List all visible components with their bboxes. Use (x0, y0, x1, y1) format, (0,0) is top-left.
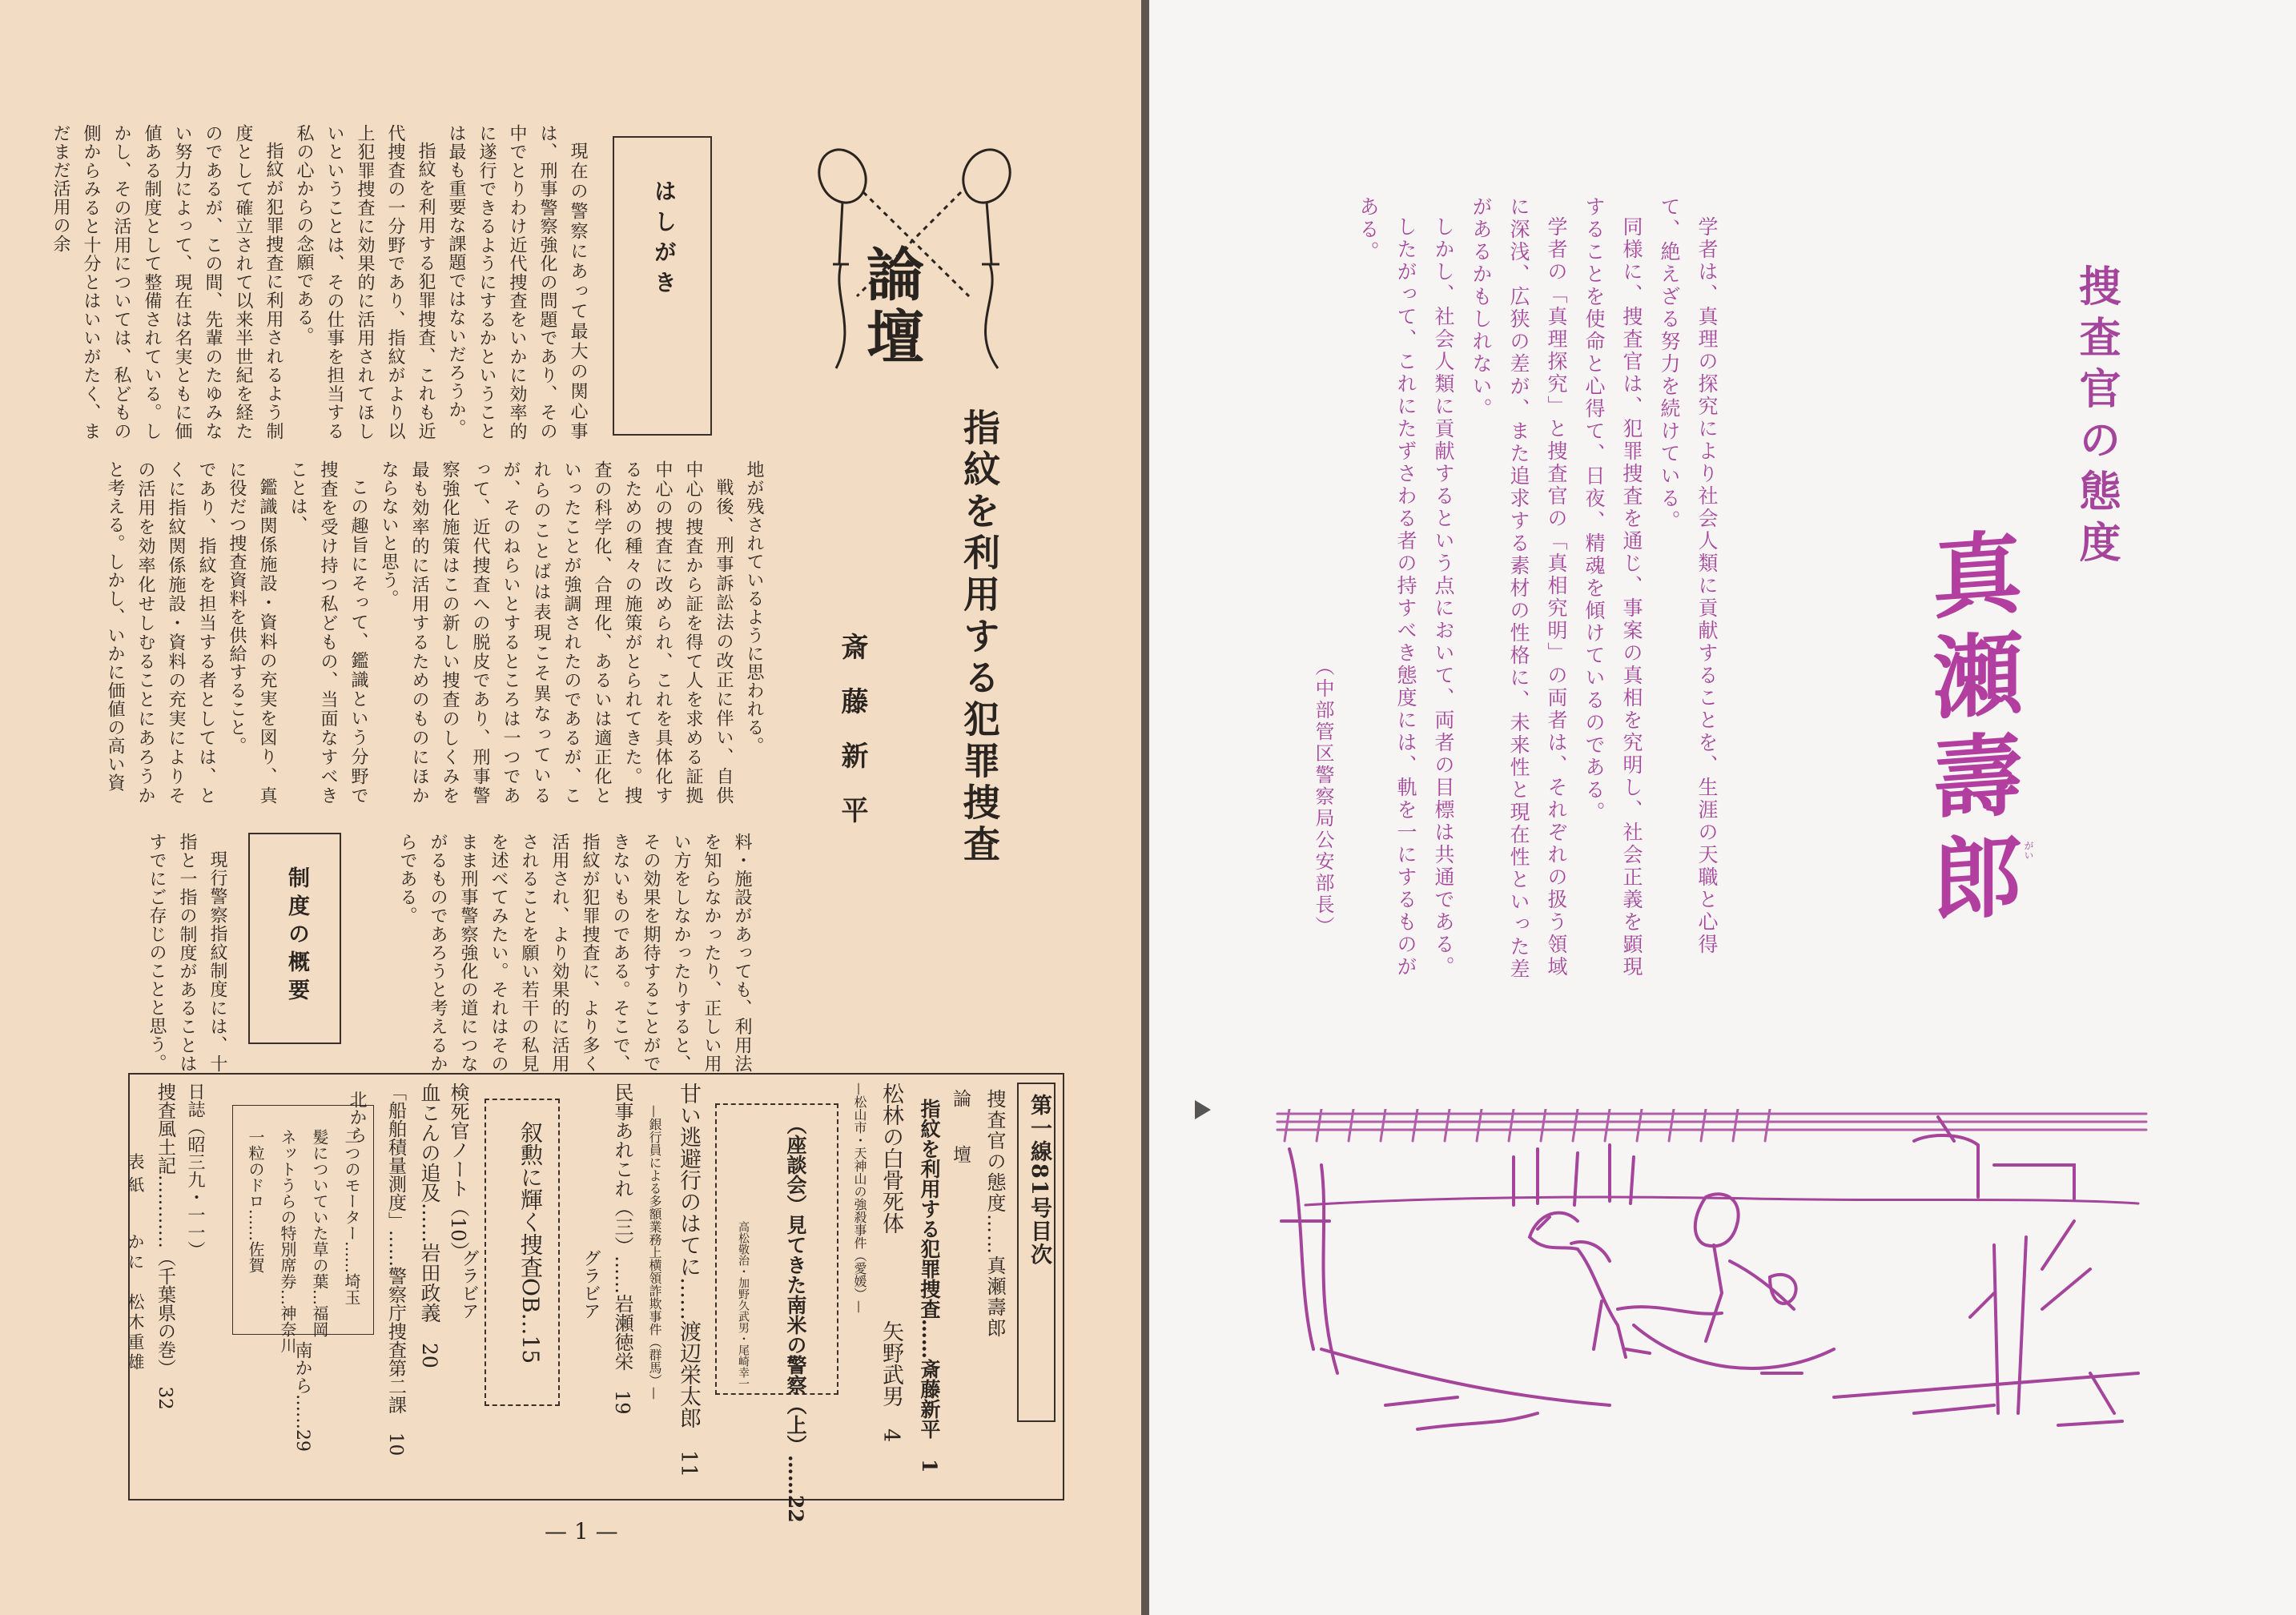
toc-entry[interactable]: 民事あれこれ（三）……岩瀬徳栄 19 (611, 1083, 633, 1415)
toc-entry[interactable]: 指紋を利用する犯罪捜査……斎藤新平 1 (918, 1099, 941, 1473)
essay-body (1349, 196, 1726, 981)
article-paragraph: であり、指紋を担当する者としては、とくに指紋関係施設・資料の充実によりその活用を効率化せしむることにあろうかと考える。しかし、いかに価値の高い資 (105, 460, 216, 805)
toc-title-box (1017, 1083, 1056, 1422)
toc-entry[interactable]: 一粒のドロ……佐賀 (246, 1129, 265, 1273)
toc-entry[interactable]: ネットうらの特別席券…神奈川 (278, 1129, 297, 1353)
page-number: — 1 — (545, 1518, 618, 1545)
toc-entry[interactable]: 叙勲に輝く捜査OB…15 (517, 1121, 544, 1364)
article-author: 斎 藤 新 平 (836, 633, 868, 823)
essay-paragraph: したがって、これにたずさわる者の持すべき態度には、軌を一にするものがある。 (1357, 196, 1417, 978)
toc-entry[interactable]: 日誌（昭三九・一一） (185, 1083, 205, 1259)
foreword-paragraph: 指紋を利用する犯罪捜査、これも近代捜査の一分野であり、指紋がより以上犯罪捜査に効果的に活用されてほしいということは、その仕事を担当する私の心からの念願である。 (294, 124, 436, 440)
toc-zadankai-box (715, 1103, 838, 1395)
toc-entry: 南から……29 (292, 1341, 312, 1452)
foreword-body (50, 124, 593, 440)
toc-entry-subtitle: —銀行員による多額業務上横領詐欺事件（群馬）— (647, 1105, 662, 1400)
toc-entry-subtitle: —松山市・天神山の強殺事件（愛媛）— (852, 1083, 867, 1313)
author-affiliation: （中部管区警察局公安部長） (1312, 657, 1334, 938)
toc-entry[interactable]: 検死官ノート（10） (447, 1083, 469, 1261)
article-paragraph: 戦後、刑事訴訟法の改正に伴い、自供中心の捜査から証を得て人を求める証拠中心の捜査に改められ、これを具体化するための種々の施策がとられてきた。捜査の科学化、合理化、あるいは適正化といったことが強調されたのであるが、これらのことばは表現こそ異なっているが、そのねらいとするところは一つであって、近代捜査への脱皮であり、刑事警察強化施策はこの新しい捜査のしくみを最も効率的に活用するためのものにほかならないと思う。 (379, 460, 734, 805)
essay-paragraph: 同様に、捜査官は、犯罪捜査を通じ、事案の真相を究明し、社会正義を顕現することを使命と心得て、日夜、精魂を傾けているのである。 (1582, 196, 1643, 978)
column-heading: 論壇 (857, 244, 925, 369)
toc-entry[interactable]: 甘い逃避行のはてに……渡辺栄太郎 11 (676, 1083, 701, 1478)
right-page (1149, 0, 2296, 1615)
essay-paragraph: 学者の「真理探究」と捜査官の「真相究明」の両者は、それぞれの扱う領域に深浅、広狭の差が、また追求する素材の性格に、未来性と現在性といった差があるかもしれない。 (1470, 196, 1568, 981)
toc-entry[interactable]: 「船舶積量測度」……警察庁捜査第二課 10 (385, 1083, 406, 1456)
toc-entry: グラビア (459, 1249, 479, 1320)
toc-entry: 表紙 (126, 1153, 145, 1199)
left-page (0, 0, 1141, 1615)
toc-entry-subtitle: 高松敬治・加野久武男・尾崎幸一 (737, 1221, 750, 1389)
system-heading: 制度の概要 (284, 866, 309, 1006)
foreword-paragraph: 指紋が犯罪捜査に利用されるよう制度として確立されて以来半世紀を経たのであるが、この間、先輩のたゆみない努力によって、現在は名実ともに価値ある制度として整備されている。しかし、その活用については、私どもの側からみると十分とはいいがたく、まだまだ活用の余 (50, 124, 283, 440)
system-body (112, 833, 232, 1073)
toc-entry[interactable]: 二つのモーター……埼玉 (342, 1129, 361, 1305)
author-signature: 真瀬壽郎 (1918, 524, 2023, 936)
essay-paragraph: しかし、社会人類に貢献するという点において、両者の目標は共通である。 (1432, 216, 1455, 978)
toc-title: 第一線81号目次 (1027, 1094, 1051, 1267)
article-paragraph: 料・施設があっても、利用法を知らなかったり、正しい用い方をしなかったりすると、その効果を期待することができないものである。そこで、指紋が犯罪捜査に、より多く活用され、より効果的に活用されることを願い若干の私見を述べてみたい。それはそのまま刑事警察強化の道につながるものであろうと考えるからである。 (397, 833, 752, 1073)
essay-title: 捜査官の態度 (2072, 264, 2121, 572)
toc-entry: 北から (347, 1091, 367, 1143)
book-spine (1141, 0, 1149, 1615)
article-paragraph: この趣旨にそって、鑑識という分野で捜査を受け持つ私どもの、当面なすべきことは、 (288, 460, 368, 805)
foreword-heading: はしがき (651, 179, 678, 301)
article-paragraph: 地が残されているように思われる。 (744, 460, 764, 755)
foreword-paragraph: 現在の警察にあって最大の関心事は、刑事警察強化の問題であり、その中でとりわけ近代捜査をいかに効率的に遂行できるようにするかということは最も重要な課題ではないだろうか。 (446, 124, 588, 440)
toc-entry[interactable]: 捜査官の態度……真瀬壽郎 (983, 1089, 1006, 1339)
furigana: がい (2023, 841, 2034, 860)
toc-entry[interactable]: 髪についていた草の葉…福岡 (310, 1129, 329, 1337)
toc-entry: グラビア (581, 1249, 601, 1320)
article-title: 指紋を利用する犯罪捜査 (958, 408, 1001, 866)
article-body-middle (105, 460, 769, 805)
toc-entry: かに 松木重雄 (126, 1233, 145, 1373)
article-body-lower (397, 833, 757, 1073)
foreword-heading-box (613, 136, 712, 436)
toc-entry[interactable]: 血こんの追及……岩田政義 20 (418, 1083, 441, 1368)
toc-entry[interactable]: 論 壇 (950, 1089, 971, 1173)
essay-paragraph: 学者は、真理の探究により社会人類に貢献することを、生涯の天職と心得て、絶えざる努力を続けている。 (1658, 196, 1719, 956)
system-paragraph: 現行警察指紋制度には、十指と一指の制度があることはすでにご存じのことと思う。 (147, 833, 227, 1073)
sled-illustration (1273, 1109, 2154, 1445)
system-heading-box (248, 833, 341, 1044)
toc-entry[interactable]: （座談会）見てきた南米の警察（上）……22 (784, 1115, 807, 1523)
toc-entry[interactable]: 松林の白骨死体 矢野武男 4 (879, 1083, 903, 1443)
toc-entry[interactable]: 捜査風土記…………（千葉県の巻） 32 (155, 1083, 175, 1410)
arrow-marker-icon (1193, 1099, 1212, 1121)
article-paragraph: 鑑識関係施設・資料の充実を図り、真に役だつ捜査資料を供給すること。 (227, 460, 277, 805)
